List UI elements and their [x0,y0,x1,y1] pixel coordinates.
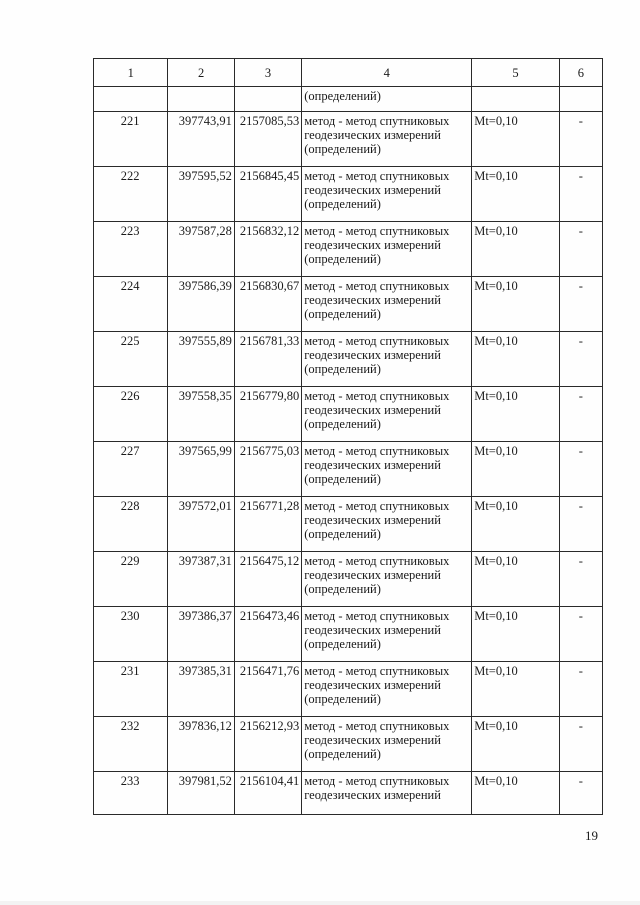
cell-note: - [559,497,602,552]
cell-y: 2156830,67 [234,277,301,332]
cell-y: 2156473,46 [234,607,301,662]
cell-y: 2156832,12 [234,222,301,277]
cell-point-number: 231 [94,662,168,717]
table-row [94,552,603,607]
header-col-1: 1 [94,59,168,87]
cell-x [168,87,234,112]
table-row-continued [94,87,603,112]
cell-x: 397595,52 [168,167,234,222]
cell-note: - [559,772,602,815]
cell-note: - [559,167,602,222]
cell-x: 397587,28 [168,222,234,277]
cell-note: - [559,222,602,277]
cell-note: - [559,607,602,662]
cell-x: 397387,31 [168,552,234,607]
cell-point-number: 224 [94,277,168,332]
table-row [94,332,603,387]
cell-note: - [559,717,602,772]
cell-accuracy: Mt=0,10 [472,167,560,222]
cell-accuracy: Mt=0,10 [472,112,560,167]
table-row [94,222,603,277]
table-row [94,167,603,222]
cell-x: 397981,52 [168,772,234,815]
cell-point-number: 223 [94,222,168,277]
table-row [94,772,603,815]
cell-note: - [559,277,602,332]
cell-note: - [559,662,602,717]
cell-y: 2156845,45 [234,167,301,222]
table-row [94,717,603,772]
cell-accuracy: Mt=0,10 [472,277,560,332]
cell-method: метод - метод спутниковых геодезических измерений (определений) [302,607,472,662]
cell-point-number: 230 [94,607,168,662]
cell-accuracy: Mt=0,10 [472,387,560,442]
table-body [94,87,603,815]
cell-note: - [559,387,602,442]
cell-point-number: 229 [94,552,168,607]
cell-y: 2156779,80 [234,387,301,442]
scan-edge [0,901,640,905]
coordinates-table [93,58,603,815]
cell-method: метод - метод спутниковых геодезических измерений (определений) [302,222,472,277]
header-col-3: 3 [234,59,301,87]
cell-method: метод - метод спутниковых геодезических измерений (определений) [302,112,472,167]
cell-point-number: 226 [94,387,168,442]
cell-accuracy: Mt=0,10 [472,222,560,277]
cell-method: (определений) [302,87,472,112]
header-col-6: 6 [559,59,602,87]
cell-x: 397558,35 [168,387,234,442]
cell-x: 397586,39 [168,277,234,332]
page-number: 19 [585,828,598,843]
cell-y: 2157085,53 [234,112,301,167]
table-row [94,442,603,497]
table-row [94,387,603,442]
cell-note: - [559,552,602,607]
cell-accuracy: Mt=0,10 [472,332,560,387]
cell-point-number: 228 [94,497,168,552]
cell-method: метод - метод спутниковых геодезических измерений (определений) [302,552,472,607]
cell-accuracy: Mt=0,10 [472,607,560,662]
cell-x: 397385,31 [168,662,234,717]
cell-y: 2156212,93 [234,717,301,772]
cell-accuracy: Mt=0,10 [472,772,560,815]
cell-method: метод - метод спутниковых геодезических измерений (определений) [302,717,472,772]
cell-note: - [559,332,602,387]
cell-point-number: 227 [94,442,168,497]
cell-accuracy: Mt=0,10 [472,497,560,552]
cell-x: 397572,01 [168,497,234,552]
cell-point-number [94,87,168,112]
cell-note: - [559,442,602,497]
cell-y [234,87,301,112]
cell-y: 2156775,03 [234,442,301,497]
cell-x: 397836,12 [168,717,234,772]
cell-note: - [559,112,602,167]
cell-method: метод - метод спутниковых геодезических измерений (определений) [302,167,472,222]
cell-x: 397565,99 [168,442,234,497]
cell-y: 2156471,76 [234,662,301,717]
cell-method: метод - метод спутниковых геодезических измерений (определений) [302,387,472,442]
cell-point-number: 232 [94,717,168,772]
cell-accuracy: Mt=0,10 [472,662,560,717]
table-header-row [94,59,603,87]
cell-point-number: 225 [94,332,168,387]
cell-note [559,87,602,112]
table-row [94,277,603,332]
cell-method: метод - метод спутниковых геодезических измерений (определений) [302,277,472,332]
cell-accuracy: Mt=0,10 [472,442,560,497]
cell-x: 397386,37 [168,607,234,662]
cell-y: 2156104,41 [234,772,301,815]
cell-x: 397743,91 [168,112,234,167]
cell-y: 2156781,33 [234,332,301,387]
table-row [94,112,603,167]
cell-method: метод - метод спутниковых геодезических измерений (определений) [302,662,472,717]
cell-accuracy [472,87,560,112]
cell-x: 397555,89 [168,332,234,387]
cell-accuracy: Mt=0,10 [472,717,560,772]
cell-y: 2156771,28 [234,497,301,552]
cell-method: метод - метод спутниковых геодезических измерений (определений) [302,332,472,387]
cell-point-number: 221 [94,112,168,167]
cell-point-number: 233 [94,772,168,815]
cell-y: 2156475,12 [234,552,301,607]
cell-point-number: 222 [94,167,168,222]
table-row [94,497,603,552]
cell-method: метод - метод спутниковых геодезических измерений (определений) [302,442,472,497]
header-col-2: 2 [168,59,234,87]
cell-accuracy: Mt=0,10 [472,552,560,607]
table-row [94,607,603,662]
table-row [94,662,603,717]
cell-method: метод - метод спутниковых геодезических измерений [302,772,472,815]
header-col-5: 5 [472,59,560,87]
cell-method: метод - метод спутниковых геодезических измерений (определений) [302,497,472,552]
header-col-4: 4 [302,59,472,87]
